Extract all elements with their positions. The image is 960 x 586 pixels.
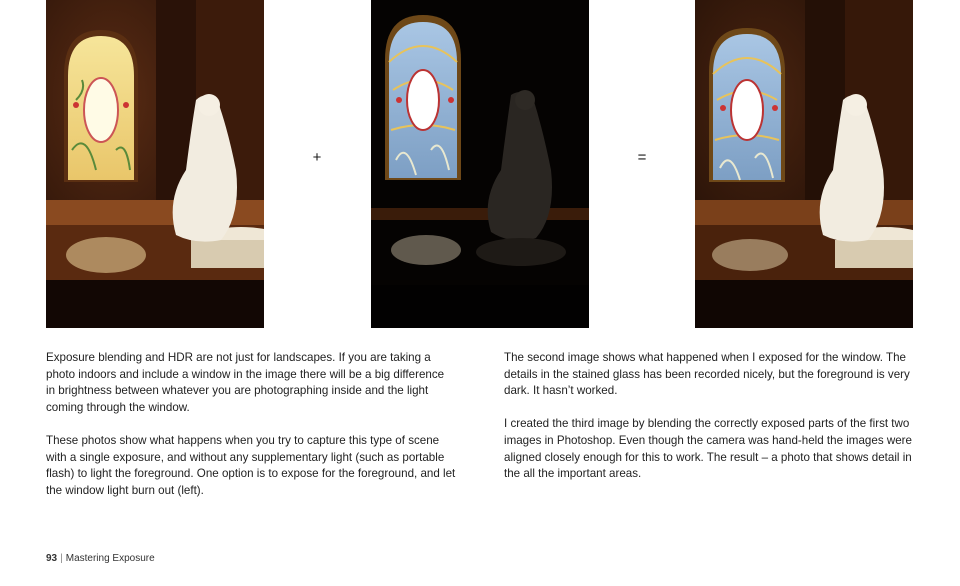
right-paragraph-2: I created the third image by blending the correctly exposed parts of the first two images in Photoshop. Even though the camera was hand-held the images were aligned closely enough for this to work. The result – a photo that shows detail in the all the important areas. bbox=[504, 417, 912, 481]
left-paragraph-2: These photos show what happens when you try to capture this type of scene with a single exposure, and without any supplementary light (such as portable flash) to light the foreground. One option is to expose for the foreground, and let the window light burn out (left). bbox=[46, 433, 456, 497]
left-paragraph-1: Exposure blending and HDR are not just for landscapes. If you are taking a photo indoors and include a window in the image there will be a big difference in brightness between whatever you are photographing inside and the light coming through the window. bbox=[46, 351, 445, 414]
statue-window-photo-icon bbox=[695, 0, 913, 328]
page-number: 93 bbox=[46, 553, 58, 564]
footer-separator: | bbox=[60, 553, 63, 564]
right-text-column bbox=[504, 350, 914, 499]
statue-window-photo-icon bbox=[371, 0, 589, 328]
right-paragraph-1: The second image shows what happened when I exposed for the window. The details in the stained glass has been recorded nicely, but the foreground is very dark. It hasn’t worked. bbox=[504, 351, 910, 398]
plus-operator: + bbox=[312, 149, 322, 166]
foreground-exposure-photo bbox=[46, 0, 264, 328]
equals-operator: = bbox=[637, 149, 647, 166]
window-exposure-photo bbox=[371, 0, 589, 328]
left-text-column bbox=[46, 350, 456, 516]
page-footer bbox=[46, 553, 155, 564]
book-title: Mastering Exposure bbox=[65, 553, 155, 564]
statue-window-photo-icon bbox=[46, 0, 264, 328]
blended-result-photo bbox=[695, 0, 913, 328]
